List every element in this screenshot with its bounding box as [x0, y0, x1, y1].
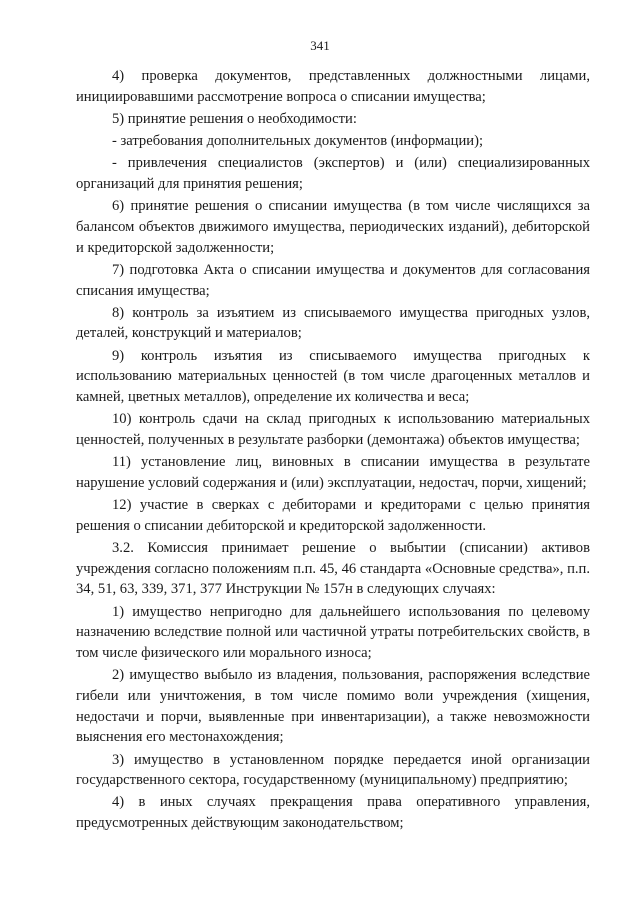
- paragraph-item-9: 9) контроль изъятия из списываемого имущества пригодных к использованию материальных ценностей (в том числе драгоценных металлов и камней, цветных металлов), определение их количества и веса;: [76, 347, 590, 406]
- paragraph-subitem-documents: - затребования дополнительных документов (информации);: [112, 133, 483, 150]
- paragraph-section-3-2: 3.2. Комиссия принимает решение о выбытии (списании) активов учреждения согласно положениям п.п. 45, 46 стандарта «Основные средства», п.п. 34, 51, 63, 339, 371, 377 Инструкции № 157н в следующих случаях:: [76, 539, 590, 598]
- paragraph-item-8: 8) контроль за изъятием из списываемого имущества пригодных узлов, деталей, конструкций и материалов;: [76, 304, 590, 342]
- paragraph-case-4: 4) в иных случаях прекращения права оперативного управления, предусмотренных действующим законодательством;: [76, 794, 590, 832]
- paragraph-item-5: 5) принятие решения о необходимости:: [112, 110, 357, 127]
- paragraph-item-6: 6) принятие решения о списании имущества (в том числе числящихся за балансом объектов движимого имущества, периодических изданий), дебиторской и кредиторской задолженности;: [76, 198, 590, 256]
- document-body: [76, 66, 590, 834]
- paragraph-item-12: 12) участие в сверках с дебиторами и кредиторами с целью принятия решения о списании дебиторской и кредиторской задолженности.: [76, 497, 590, 534]
- page-number: 341: [310, 38, 330, 53]
- paragraph-case-1: 1) имущество непригодно для дальнейшего использования по целевому назначению вследствие полной или частичной утраты потребительских свойств, в том числе физического или морального износа;: [76, 603, 590, 661]
- paragraph-subitem-experts: - привлечения специалистов (экспертов) и (или) специализированных организаций для принятия решения;: [76, 155, 590, 193]
- paragraph-case-2: 2) имущество выбыло из владения, пользования, распоряжения вследствие гибели или уничтожения, в том числе помимо воли учреждения (хищения, недостачи и порчи, выявленные при инвентаризации), а также невозможности выяснения его местонахождения;: [76, 667, 590, 746]
- paragraph-case-3: 3) имущество в установленном порядке передается иной организации государственного сектора, государственному (муниципальному) предприятию;: [76, 751, 590, 789]
- paragraph-item-10: 10) контроль сдачи на склад пригодных к использованию материальных ценностей, полученных в результате разборки (демонтажа) объектов имущества;: [76, 411, 590, 448]
- paragraph-item-11: 11) установление лиц, виновных в списании имущества в результате нарушение условий содержания и (или) эксплуатации, недостач, порчи, хищений;: [76, 454, 590, 491]
- paragraph-item-4: 4) проверка документов, представленных должностными лицами, инициировавшими рассмотрение вопроса о списании имущества;: [76, 68, 590, 105]
- paragraph-item-7: 7) подготовка Акта о списании имущества и документов для согласования списания имущества;: [76, 261, 590, 299]
